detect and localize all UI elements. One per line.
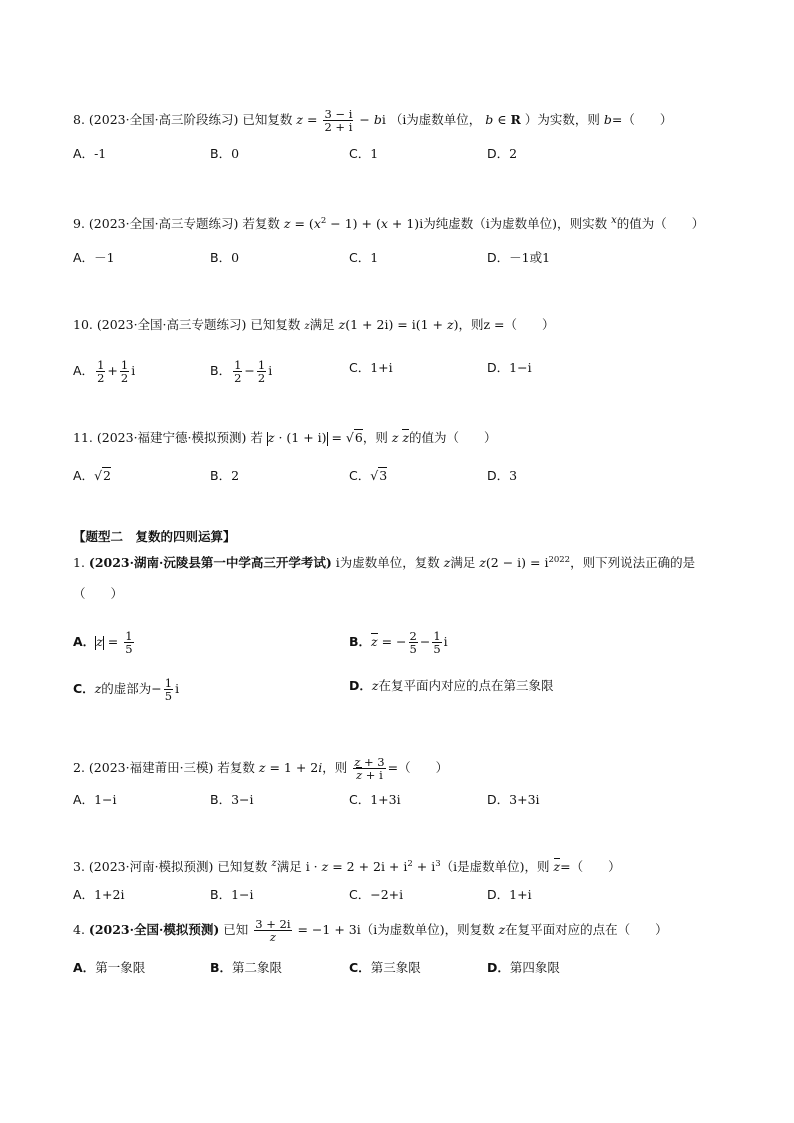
question-text: 若复数	[217, 760, 255, 775]
question-text: （i是虚数单位)，则	[440, 859, 550, 875]
option-b[interactable]: B．0	[210, 250, 240, 265]
question-text: 满足	[276, 859, 302, 875]
option-a[interactable]: A． $\frac{1}{2}$ + $\frac{1}{2}$ i	[73, 358, 136, 385]
option-b[interactable]: B．2	[210, 468, 240, 483]
question-paren: （ ）	[73, 586, 124, 601]
question-number: 9.	[73, 216, 85, 232]
option-b[interactable]: B．1−i	[210, 887, 254, 902]
option-a[interactable]: A．1−i	[73, 792, 117, 807]
question-text: 已知复数	[217, 859, 268, 875]
question-number: 2.	[73, 760, 85, 775]
question-11: 11. (2023·福建宁德·模拟预测) 若 z · (1 + i) = √6，则 z z的值为（ ）	[73, 430, 497, 445]
option-a[interactable]: A．－1	[73, 250, 115, 265]
question-text: ，则	[322, 760, 348, 775]
question-tail: 的值为（ ）	[616, 216, 705, 232]
option-b[interactable]: B．第二象限	[210, 960, 283, 975]
question-number: 1.	[73, 555, 85, 570]
question-tail: =（ ）	[611, 112, 673, 127]
option-d[interactable]: D．－1或1	[487, 250, 551, 265]
question-source: (2023·湖南·沅陵县第一中学高三开学考试)	[88, 555, 332, 570]
option-a[interactable]: A．-1	[73, 146, 107, 161]
option-d[interactable]: D．z在复平面内对应的点在第三象限	[349, 678, 554, 693]
question-number: 10.	[73, 317, 93, 332]
question-text: 已知复数	[242, 112, 293, 127]
question-text: 满足	[309, 317, 335, 332]
option-d[interactable]: D．第四象限	[487, 960, 560, 975]
question-text: 若复数	[242, 216, 280, 232]
section-question-2: 2. (2023·福建莆田·三模) 若复数 z = 1 + 2i，则 $\frac{z + 3}{z + i}$ =（ ）	[73, 755, 449, 782]
option-a[interactable]: A．第一象限	[73, 960, 146, 975]
question-number: 11.	[73, 430, 93, 445]
option-a[interactable]: A．1+2i	[73, 887, 125, 902]
option-c[interactable]: C．1	[349, 250, 379, 265]
question-text: ）为实数，则	[524, 112, 600, 127]
question-source: (2023·福建莆田·三模)	[88, 760, 214, 775]
section-question-4: 4. (2023·全国·模拟预测) 已知 $\frac{3 + 2i}{z}$ = −1 + 3i（i为虚数单位)，则复数 z在复平面对应的点在（ ）	[73, 917, 668, 944]
question-text: 满足	[450, 555, 476, 570]
option-d[interactable]: D．1+i	[487, 887, 532, 902]
question-text: （i为虚数单位，	[389, 112, 482, 127]
option-c[interactable]: C．1+3i	[349, 792, 401, 807]
section-question-3: 3. (2023·河南·模拟预测) 已知复数 $^z$满足 $i \cdot z = 2 + 2i + i^2 + i^3(i$是虚数单位)，则 z=（ ）	[73, 858, 621, 875]
question-tail: ，则下列说法正确的是	[570, 555, 696, 570]
question-number: 3.	[73, 859, 85, 875]
question-tail: 的值为（ ）	[409, 430, 497, 445]
option-a[interactable]: A．√2	[73, 468, 111, 483]
question-source: (2023·全国·高三专题练习)	[88, 216, 239, 232]
option-d[interactable]: D．2	[487, 146, 518, 161]
question-source: (2023·全国·模拟预测)	[88, 922, 220, 937]
question-source: (2023·福建宁德·模拟预测)	[96, 430, 247, 445]
question-tail: =（ ）	[387, 760, 449, 775]
option-b[interactable]: B． $\frac{1}{2}$ − $\frac{1}{2}$ i	[210, 358, 273, 385]
option-c[interactable]: C．1+i	[349, 360, 393, 375]
question-source: (2023·河南·模拟预测)	[88, 859, 214, 875]
question-tail: ，则z =（ ）	[458, 317, 555, 332]
section-heading: 【题型二 复数的四则运算】	[73, 529, 236, 544]
option-c[interactable]: C．−2+i	[349, 887, 404, 902]
question-8: 8. (2023·全国·高三阶段练习) 已知复数 z = $\frac{3 - i}{2 + i}$ − bi （i为虚数单位， b ∈ R ）为实数，则 b=（ ）	[73, 107, 673, 134]
option-d[interactable]: D．1−i	[487, 360, 532, 375]
option-a[interactable]: A．z = $\frac{1}{5}$	[73, 629, 133, 656]
question-tail: =（ ）	[560, 859, 621, 875]
question-10: 10. (2023·全国·高三专题练习) 已知复数 z满足 z(1 + 2i) = i(1 + z)，则z =（ ）	[73, 317, 555, 332]
question-text: 已知复数	[250, 317, 301, 332]
question-text: 已知	[223, 922, 249, 937]
question-text: 为纯虚数（i为虚数单位)，则实数	[423, 216, 608, 232]
question-number: 4.	[73, 922, 85, 937]
option-c[interactable]: C．√3	[349, 468, 388, 483]
section-question-1: 1. (2023·湖南·沅陵县第一中学高三开学考试) i为虚数单位，复数 z满足 $z(2 - i) = i^{2022}$，则下列说法正确的是	[73, 554, 696, 570]
question-text: （i为虚数单位)，则复数	[360, 922, 495, 937]
question-source: (2023·全国·高三阶段练习)	[88, 112, 239, 127]
question-number: 8.	[73, 112, 85, 127]
question-text: i为虚数单位，复数	[335, 555, 440, 570]
option-c[interactable]: C．1	[349, 146, 379, 161]
option-c[interactable]: C．第三象限	[349, 960, 421, 975]
question-9: 9. (2023·全国·高三专题练习) 若复数 $z = (x^2 - 1) + (x + 1)i$为纯虚数（i为虚数单位)，则实数 $^x$的值为（ ）	[73, 215, 705, 232]
question-text: ，则	[362, 430, 388, 445]
question-source: (2023·全国·高三专题练习)	[96, 317, 247, 332]
fraction: $\frac{3 - i}{2 + i}$	[324, 107, 353, 134]
option-d[interactable]: D．3	[487, 468, 518, 483]
question-text: 若	[250, 430, 263, 445]
option-b[interactable]: B．3−i	[210, 792, 254, 807]
option-d[interactable]: D．3+3i	[487, 792, 540, 807]
option-c[interactable]: C．z的虚部为− $\frac{1}{5}$ i	[73, 676, 180, 703]
question-tail: 在复平面对应的点在（ ）	[505, 922, 668, 937]
option-b[interactable]: B．0	[210, 146, 240, 161]
option-b[interactable]: B．z = − $\frac{2}{5}$ − $\frac{1}{5}$ i	[349, 629, 448, 656]
